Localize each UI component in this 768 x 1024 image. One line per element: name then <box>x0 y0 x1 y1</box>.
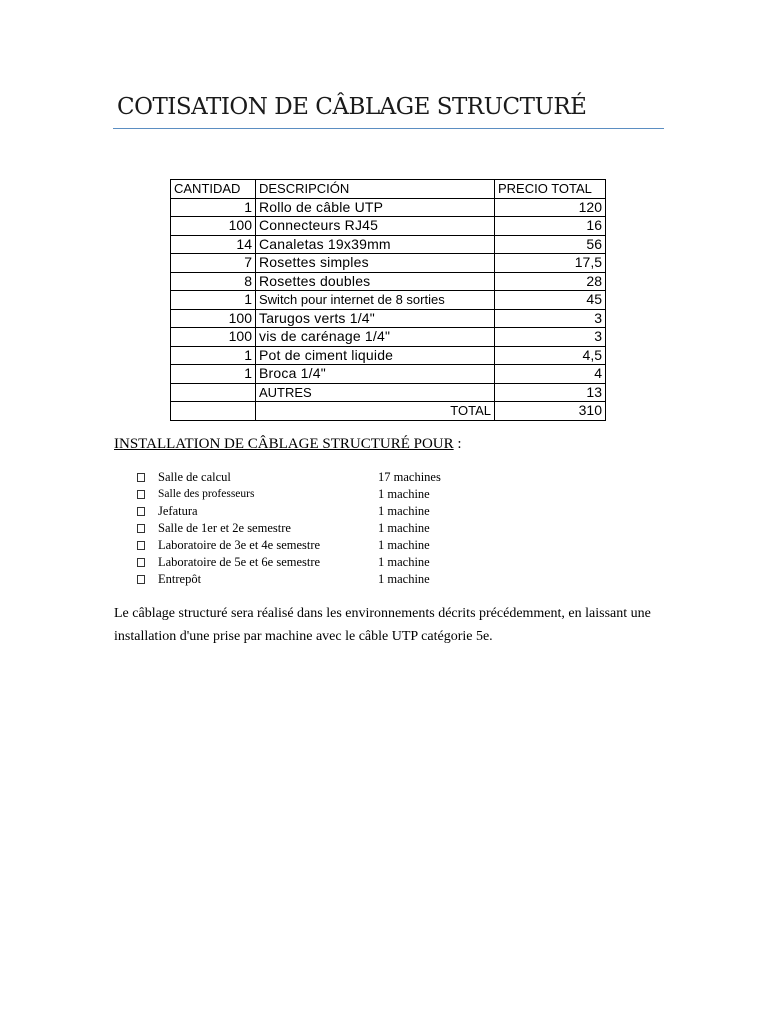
table-row <box>171 365 606 384</box>
table-row <box>171 198 606 217</box>
row-description: vis de carénage 1/4" <box>256 328 495 347</box>
total-label: TOTAL <box>256 402 495 421</box>
row-description: Tarugos verts 1/4" <box>256 309 495 328</box>
installation-heading-text: INSTALLATION DE CÂBLAGE STRUCTURÉ POUR <box>114 436 454 452</box>
table-row-total <box>171 402 606 421</box>
header-description: DESCRIPCIÓN <box>256 180 495 199</box>
row-quantity: 1 <box>171 198 256 217</box>
row-description: Pot de ciment liquide <box>256 346 495 365</box>
row-description: Connecteurs RJ45 <box>256 217 495 236</box>
row-price: 4 <box>495 365 606 384</box>
list-item <box>137 520 441 537</box>
row-price: 3 <box>495 309 606 328</box>
list-item <box>137 554 441 571</box>
table-row <box>171 235 606 254</box>
checkbox-icon <box>137 473 145 482</box>
autres-quantity-empty <box>171 383 256 402</box>
list-item <box>137 571 441 588</box>
table-row <box>171 291 606 310</box>
table-row <box>171 254 606 273</box>
row-description: Rosettes simples <box>256 254 495 273</box>
row-description: Switch pour internet de 8 sorties <box>256 291 495 310</box>
row-quantity: 8 <box>171 272 256 291</box>
checkbox-icon <box>137 490 145 499</box>
autres-price: 13 <box>495 383 606 402</box>
row-price: 45 <box>495 291 606 310</box>
title-underline-rule <box>113 128 664 129</box>
row-price: 3 <box>495 328 606 347</box>
row-price: 56 <box>495 235 606 254</box>
room-machine-count: 1 machine <box>378 538 430 552</box>
header-quantity: CANTIDAD <box>171 180 256 199</box>
row-quantity: 1 <box>171 365 256 384</box>
table-row <box>171 346 606 365</box>
room-name: Salle de 1er et 2e semestre <box>158 521 291 535</box>
total-price: 310 <box>495 402 606 421</box>
installation-heading-suffix: : <box>453 436 462 452</box>
row-quantity: 1 <box>171 291 256 310</box>
row-quantity: 100 <box>171 217 256 236</box>
row-price: 120 <box>495 198 606 217</box>
table-row <box>171 217 606 236</box>
room-name: Salle de calcul <box>158 470 231 484</box>
list-item <box>137 486 441 503</box>
checkbox-icon <box>137 524 145 533</box>
row-quantity: 7 <box>171 254 256 273</box>
row-quantity: 14 <box>171 235 256 254</box>
row-quantity: 100 <box>171 328 256 347</box>
row-quantity: 1 <box>171 346 256 365</box>
row-price: 4,5 <box>495 346 606 365</box>
checkbox-icon <box>137 541 145 550</box>
room-name: Entrepôt <box>158 572 202 586</box>
room-machine-count: 17 machines <box>378 470 441 484</box>
table-row-autres <box>171 383 606 402</box>
room-name: Laboratoire de 5e et 6e semestre <box>158 555 321 569</box>
room-machine-count: 1 machine <box>378 487 430 501</box>
room-machine-count: 1 machine <box>378 521 430 535</box>
room-name: Jefatura <box>158 504 198 518</box>
checkbox-icon <box>137 558 145 567</box>
row-price: 16 <box>495 217 606 236</box>
list-item <box>137 503 441 520</box>
row-description: Canaletas 19x39mm <box>256 235 495 254</box>
room-machine-count: 1 machine <box>378 572 430 586</box>
room-name: Salle des professeurs <box>158 488 255 500</box>
row-price: 28 <box>495 272 606 291</box>
room-machine-count: 1 machine <box>378 555 430 569</box>
room-list <box>137 469 441 588</box>
quote-table <box>170 179 606 421</box>
list-item <box>137 469 441 486</box>
row-description: Rosettes doubles <box>256 272 495 291</box>
document-title: COTISATION DE CÂBLAGE STRUCTURÉ <box>117 94 587 120</box>
total-quantity-empty <box>171 402 256 421</box>
row-description: Broca 1/4" <box>256 365 495 384</box>
row-description: Rollo de câble UTP <box>256 198 495 217</box>
row-price: 17,5 <box>495 254 606 273</box>
list-item <box>137 537 441 554</box>
table-row <box>171 272 606 291</box>
installation-heading <box>114 436 462 453</box>
description-paragraph: Le câblage structuré sera réalisé dans les environnements décrits précédemment, en laissant une installation d'une prise par machine avec le câble UTP catégorie 5e. <box>114 606 651 644</box>
table-row <box>171 309 606 328</box>
row-quantity: 100 <box>171 309 256 328</box>
checkbox-icon <box>137 507 145 516</box>
header-price: PRECIO TOTAL <box>495 180 606 199</box>
table-header-row <box>171 180 606 199</box>
autres-label: AUTRES <box>256 383 495 402</box>
room-machine-count: 1 machine <box>378 504 430 518</box>
checkbox-icon <box>137 575 145 584</box>
room-name: Laboratoire de 3e et 4e semestre <box>158 538 321 552</box>
table-row <box>171 328 606 347</box>
